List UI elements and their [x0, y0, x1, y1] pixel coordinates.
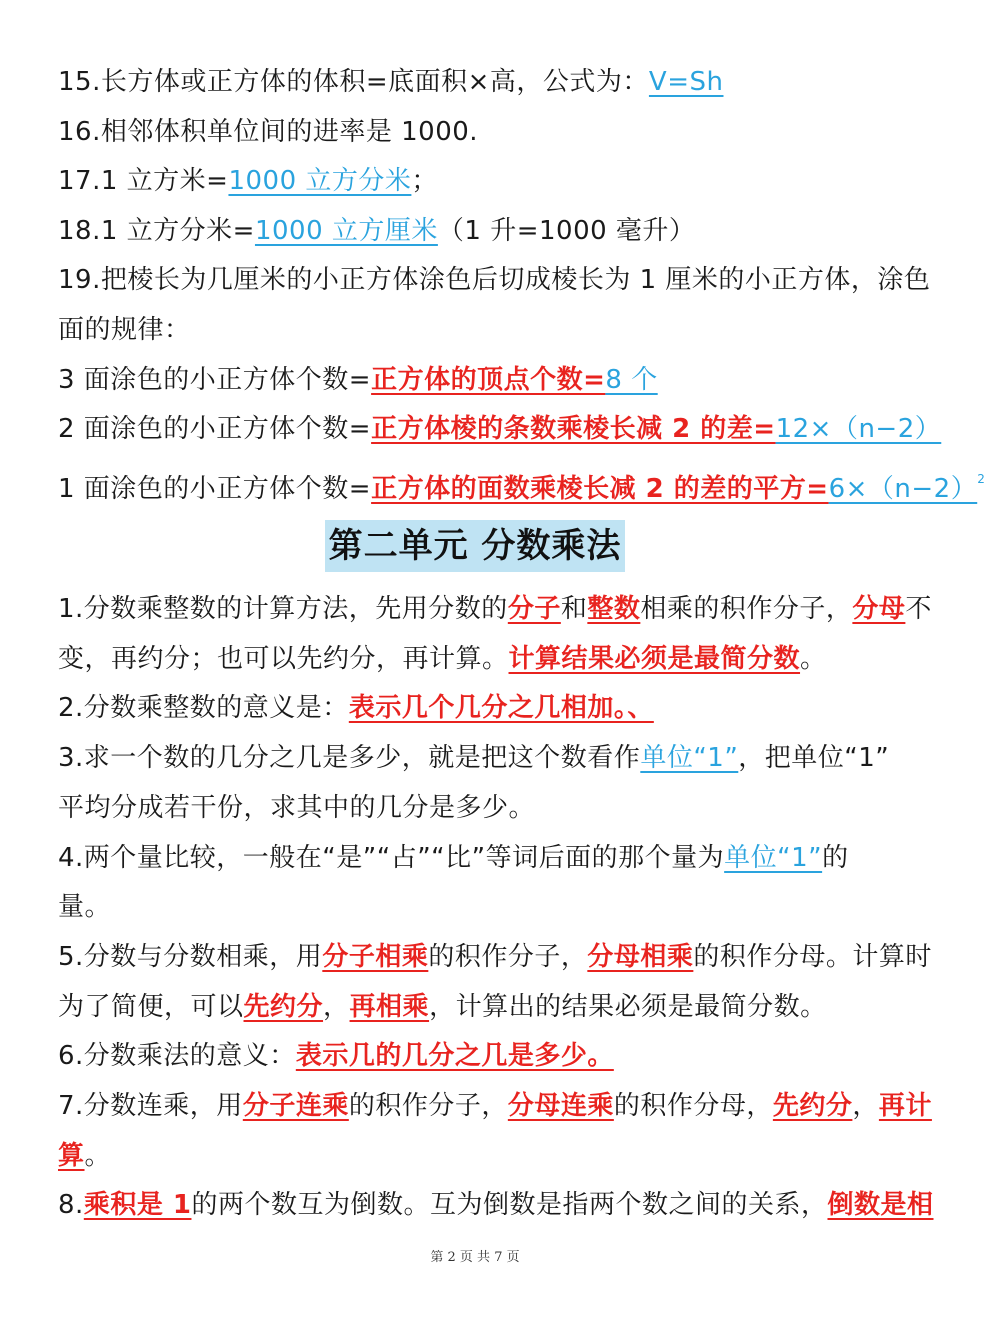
text-line — [58, 584, 932, 634]
key-point: 再计 — [878, 1091, 932, 1121]
text-run: 3.求一个数的几分之几是多少，就是把这个数看作 — [58, 743, 641, 774]
key-point: 分子 — [507, 594, 561, 624]
key-point: 正方体棱的条数乘棱长减 2 的差= — [371, 414, 776, 445]
text-run: （1 升=1000 毫升） — [437, 215, 696, 246]
text-line — [58, 305, 910, 355]
text-line — [58, 683, 910, 733]
text-run: 。 — [800, 643, 827, 674]
answer: 1000 立方厘米 — [254, 215, 438, 246]
key-point: 再相乘 — [349, 991, 430, 1022]
text-run: ； — [411, 166, 438, 197]
text-line — [58, 1081, 932, 1131]
text-line — [58, 1031, 910, 1081]
text-run: 1 面涂色的小正方体个数= — [58, 473, 372, 504]
text-run: 17.1 立方米= — [58, 166, 229, 197]
key-point: 先约分 — [772, 1091, 853, 1121]
text-run: 5.分数与分数相乘，用 — [58, 941, 323, 972]
key-point: 表示几个几分之几相加。、 — [348, 693, 654, 724]
text-run: 的积作分母， — [613, 1091, 773, 1121]
section-heading-wrap — [0, 520, 950, 572]
text-line — [58, 882, 910, 932]
text-run: ， — [323, 991, 350, 1022]
text-line — [58, 355, 910, 405]
text-line — [58, 255, 931, 305]
text-run: 量。 — [58, 892, 112, 923]
answer: 单位“1” — [724, 842, 823, 873]
text-run: 的两个数互为倒数。互为倒数是指两个数之间的关系， — [191, 1190, 828, 1221]
answer: 8 个 — [605, 364, 658, 395]
text-run: 面的规律： — [58, 315, 191, 345]
key-point: 分子相乘 — [322, 941, 429, 972]
key-point: 先约分 — [243, 991, 324, 1022]
text-run: 为了简便，可以 — [58, 991, 244, 1022]
text-line — [58, 932, 932, 982]
text-line — [58, 833, 910, 883]
answer: V=Sh — [648, 67, 724, 97]
text-run: 相乘的积作分子， — [640, 594, 853, 624]
answer: 12×（n−2） — [775, 414, 942, 445]
text-run: 变，再约分；也可以先约分，再计算。 — [58, 643, 509, 674]
text-line — [58, 404, 942, 454]
text-run: 1.分数乘整数的计算方法，先用分数的 — [58, 594, 508, 624]
section-heading: 第二单元 分数乘法 — [325, 520, 626, 572]
text-line — [58, 156, 910, 206]
text-run: 的积作分子， — [348, 1091, 508, 1121]
key-point: 分母 — [852, 594, 906, 624]
text-run: 8. — [58, 1190, 84, 1221]
superscript: 2 — [977, 471, 985, 486]
key-point: 乘积是 1 — [83, 1190, 192, 1221]
page-footer: 第 2 页 共 7 页 — [430, 1250, 520, 1265]
text-line — [58, 107, 910, 157]
text-run: 的 — [822, 842, 849, 873]
text-run: 2 面涂色的小正方体个数= — [58, 414, 372, 445]
text-run: 的积作分母。计算时 — [693, 941, 932, 972]
text-line — [58, 454, 985, 504]
text-line — [58, 1131, 910, 1181]
text-line — [58, 1180, 934, 1230]
text-run: 19.把棱长为几厘米的小正方体涂色后切成棱长为 1 厘米的小正方体，涂色 — [58, 265, 931, 296]
key-point: 正方体的面数乘棱长减 2 的差的平方= — [371, 473, 829, 504]
text-run: ，计算出的结果必须是最简分数。 — [429, 991, 827, 1022]
text-run: 的积作分子， — [428, 941, 588, 972]
key-point: 算 — [58, 1140, 85, 1171]
text-run: 4.两个量比较，一般在“是”“占”“比”等词后面的那个量为 — [58, 842, 725, 873]
key-point: 倒数是相 — [827, 1190, 934, 1221]
key-point: 分母相乘 — [587, 941, 694, 972]
key-point: 表示几的几分之几是多少。 — [295, 1041, 614, 1072]
key-point: 分母连乘 — [507, 1091, 614, 1121]
text-run: 15.长方体或正方体的体积=底面积×高，公式为： — [58, 67, 649, 97]
text-line — [58, 634, 910, 684]
text-run: 3 面涂色的小正方体个数= — [58, 364, 372, 395]
text-line — [58, 982, 910, 1032]
answer: 1000 立方分米 — [228, 166, 412, 197]
answer: 6×（n−2） — [828, 473, 978, 504]
key-point: 计算结果必须是最简分数 — [508, 643, 801, 674]
text-line — [58, 733, 910, 783]
text-run: 平均分成若干份，求其中的几分是多少。 — [58, 792, 536, 823]
text-run: 16.相邻体积单位间的进率是 1000. — [58, 116, 479, 147]
text-line — [58, 206, 910, 256]
text-run: 6.分数乘法的意义： — [58, 1041, 296, 1072]
text-run: 2.分数乘整数的意义是： — [58, 693, 349, 724]
text-run: 不 — [905, 594, 932, 624]
text-run: ，把单位“1” — [738, 743, 890, 774]
text-run: 7.分数连乘，用 — [58, 1091, 243, 1121]
key-point: 整数 — [587, 594, 641, 624]
text-run: 和 — [560, 594, 588, 624]
text-line — [58, 783, 910, 833]
text-run: 。 — [84, 1140, 112, 1171]
key-point: 分子连乘 — [242, 1091, 349, 1121]
text-line — [58, 57, 910, 107]
answer: 单位“1” — [640, 743, 739, 774]
key-point: 正方体的顶点个数= — [371, 364, 606, 395]
text-run: ， — [852, 1091, 879, 1121]
text-run: 18.1 立方分米= — [58, 215, 255, 246]
